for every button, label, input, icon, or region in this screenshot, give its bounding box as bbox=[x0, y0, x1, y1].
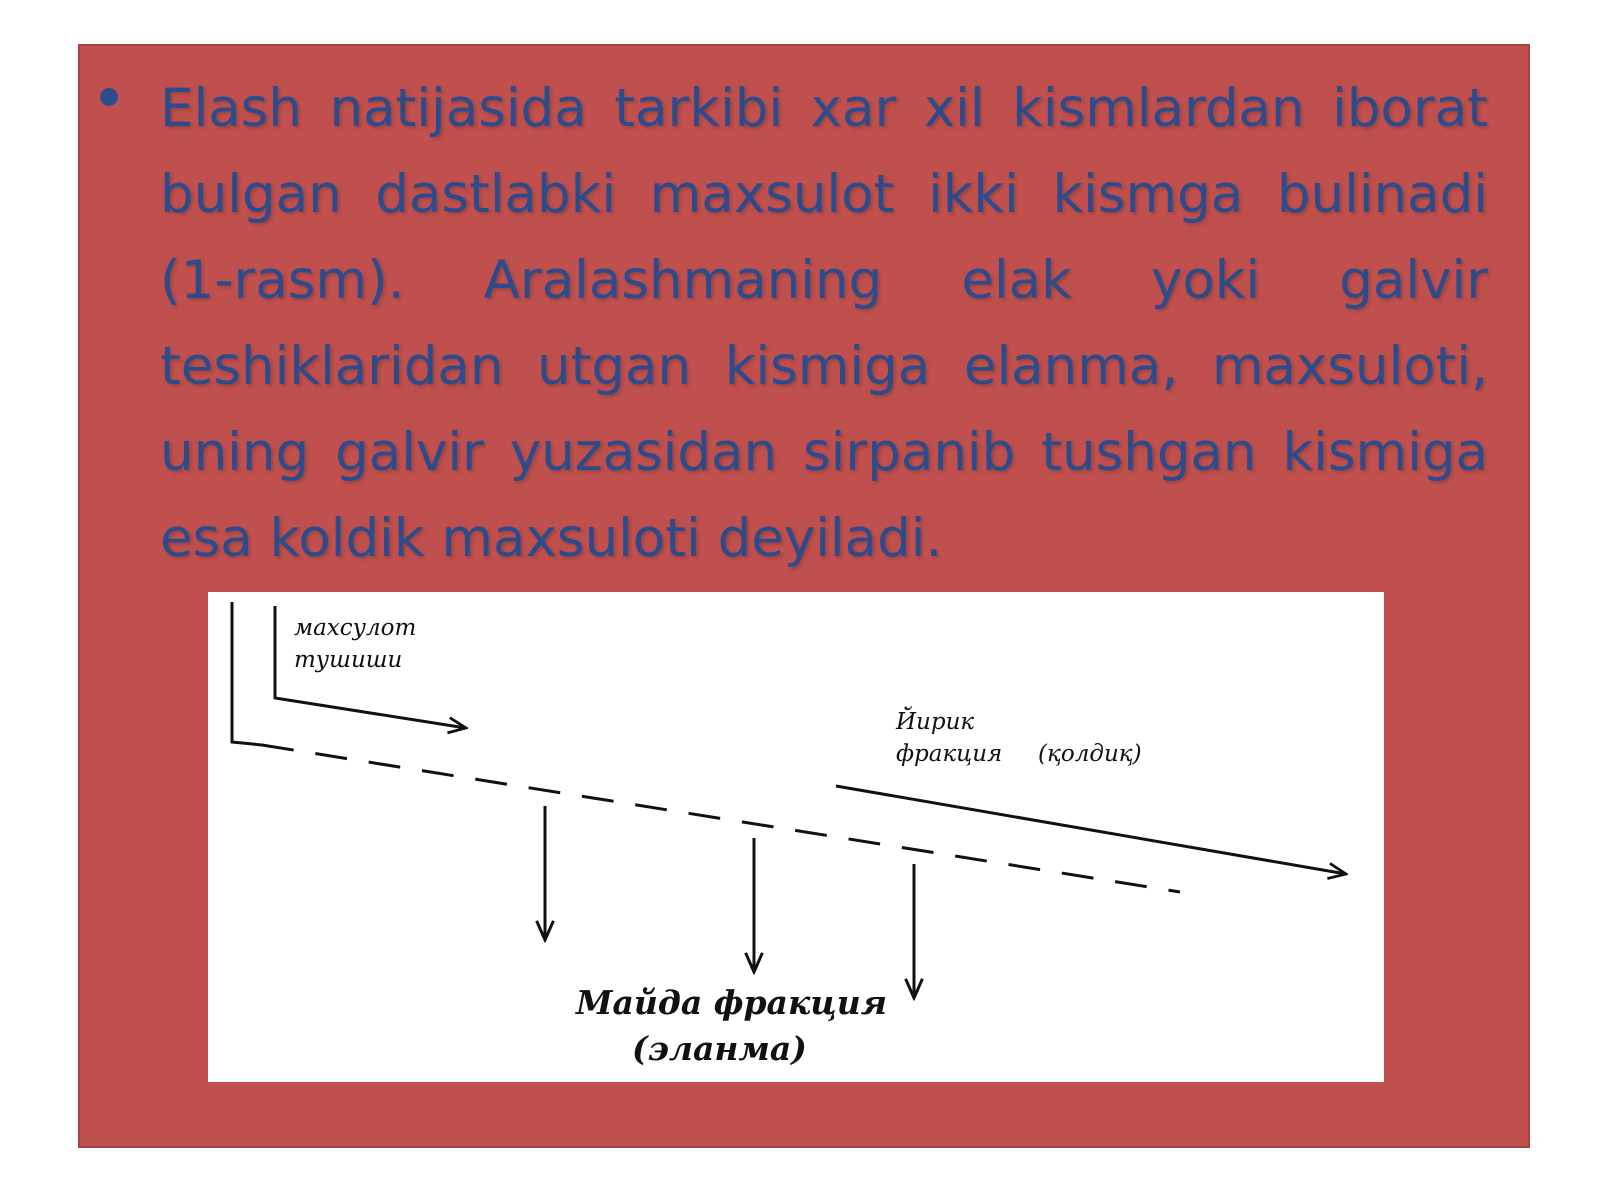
fine-label-line2: (эланма) bbox=[632, 1029, 807, 1068]
sieve-diagram bbox=[208, 592, 1384, 1082]
coarse-fraction-arrow bbox=[836, 786, 1346, 874]
fine-label-line1: Майда фракция bbox=[576, 983, 888, 1022]
coarse-label-paren: (қолдиқ) bbox=[1038, 741, 1142, 767]
slide bbox=[78, 44, 1530, 1148]
housing-wall bbox=[232, 602, 262, 745]
input-label-line2: тушиши bbox=[294, 647, 403, 673]
bullet-item bbox=[100, 66, 1488, 582]
input-label-line1: махсулот bbox=[294, 615, 417, 641]
bullet-icon bbox=[100, 88, 118, 106]
bullet-text: Elash natijasida tarkibi xar xil kismlardan iborat bulgan dastlabki maxsulot ikki kismga bulinadi (1-rasm). Aralashmaning elak yoki galvir teshiklaridan utgan kismiga elanma, maxsuloti, uning galvir yuzasidan sirpanib tushgan kismiga esa koldik maxsuloti deyiladi. bbox=[160, 78, 1488, 569]
coarse-label-line2: фракция bbox=[896, 741, 1003, 767]
coarse-label-line1: Йирик bbox=[896, 709, 975, 735]
